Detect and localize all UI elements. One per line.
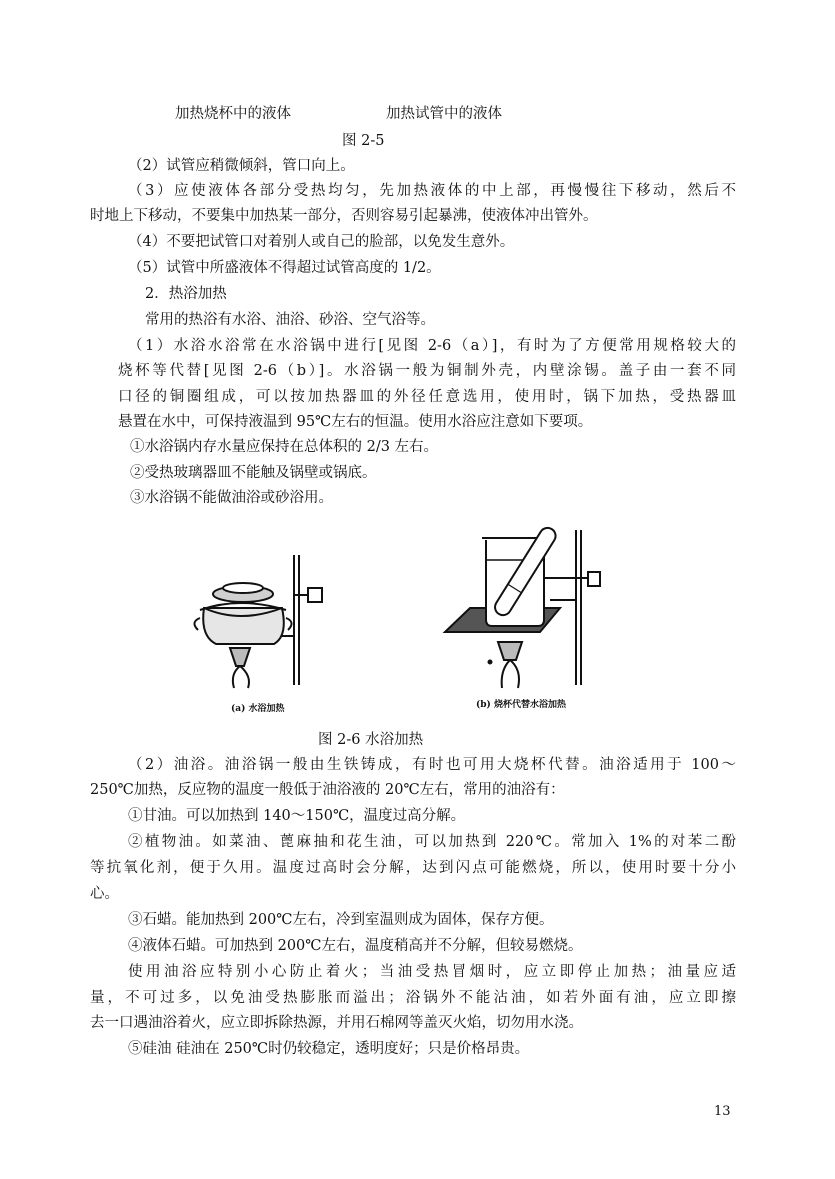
paragraph-line: 烧杯等代替[见图 2-6（b）]。水浴锅一般为铜制外壳，内壁涂锡。盖子由一套不同: [118, 363, 736, 379]
section-heading: 2．热浴加热: [145, 286, 227, 302]
paragraph-line: 口径的铜圈组成，可以按加热器皿的外径任意选用，使用时，锅下加热，受热器皿: [118, 389, 736, 405]
list-item: ②植物油。如菜油、蓖麻抽和花生油，可以加热到 220℃。常加入 1%的对苯二酚: [128, 834, 736, 850]
fig25-caption: 图 2-5: [342, 133, 385, 149]
paragraph-line: （2）油浴。油浴锅一般由生铁铸成，有时也可用大烧杯代替。油浴适用于 100～: [128, 757, 736, 773]
paragraph-line: （1）水浴水浴常在水浴锅中进行[见图 2-6（a）]，有时为了方便常用规格较大的: [128, 338, 736, 354]
paragraph-line: 常用的热浴有水浴、油浴、砂浴、空气浴等。: [145, 312, 435, 328]
paragraph-line: 量，不可过多，以免油受热膨胀而溢出；浴锅外不能沾油，如若外面有油，应立即擦: [90, 990, 736, 1006]
water-bath-illustration: [190, 540, 340, 690]
fig25-label-right: 加热试管中的液体: [386, 106, 502, 122]
list-item: ①甘油。可以加热到 140～150℃，温度过高分解。: [128, 808, 466, 824]
fig26-caption: 图 2-6 水浴加热: [318, 732, 424, 748]
paragraph-line: （3）应使液体各部分受热均匀，先加热液体的中上部，再慢慢往下移动，然后不: [128, 183, 736, 199]
paragraph-line: （4）不要把试管口对着别人或自己的脸部，以免发生意外。: [128, 234, 515, 250]
fig26a-label: (a) 水浴加热: [231, 704, 285, 714]
paragraph-line: 心。: [90, 886, 119, 902]
list-item: ②受热玻璃器皿不能触及锅壁或锅底。: [130, 465, 377, 481]
paragraph-line: 时地上下移动，不要集中加热某一部分，否则容易引起暴沸，使液体冲出管外。: [90, 208, 598, 224]
paragraph-line: 去一口遇油浴着火，应立即拆除热源，并用石棉网等盖灭火焰，切勿用水浇。: [90, 1015, 583, 1031]
list-item: ①水浴锅内存水量应保持在总体积的 2/3 左右。: [130, 439, 439, 455]
beaker-bath-illustration: [440, 520, 615, 690]
page-number: 13: [714, 1104, 731, 1119]
paragraph-line: 等抗氧化剂，便于久用。温度过高时会分解，达到闪点可能燃烧，所以，使用时要十分小: [90, 860, 736, 876]
fig26b-label: (b) 烧杯代替水浴加热: [476, 700, 566, 710]
paragraph-line: （5）试管中所盛液体不得超过试管高度的 1/2。: [128, 260, 441, 276]
paragraph-line: 悬置在水中，可保持液温到 95℃左右的恒温。使用水浴应注意如下要项。: [118, 414, 593, 430]
paragraph-line: （2）试管应稍微倾斜，管口向上。: [128, 158, 355, 174]
list-item: ⑤硅油 硅油在 250℃时仍较稳定，透明度好；只是价格昂贵。: [128, 1041, 530, 1057]
list-item: ③石蜡。能加热到 200℃左右，冷到室温则成为固体，保存方便。: [128, 912, 554, 928]
list-item: ③水浴锅不能做油浴或砂浴用。: [130, 490, 333, 506]
paragraph-line: 250℃加热，反应物的温度一般低于油浴液的 20℃左右，常用的油浴有：: [90, 782, 565, 798]
fig25-label-left: 加热烧杯中的液体: [175, 106, 291, 122]
list-item: ④液体石蜡。可加热到 200℃左右，温度稍高并不分解，但较易燃烧。: [128, 938, 583, 954]
paragraph-line: 使用油浴应特别小心防止着火；当油受热冒烟时，应立即停止加热；油量应适: [128, 964, 736, 980]
